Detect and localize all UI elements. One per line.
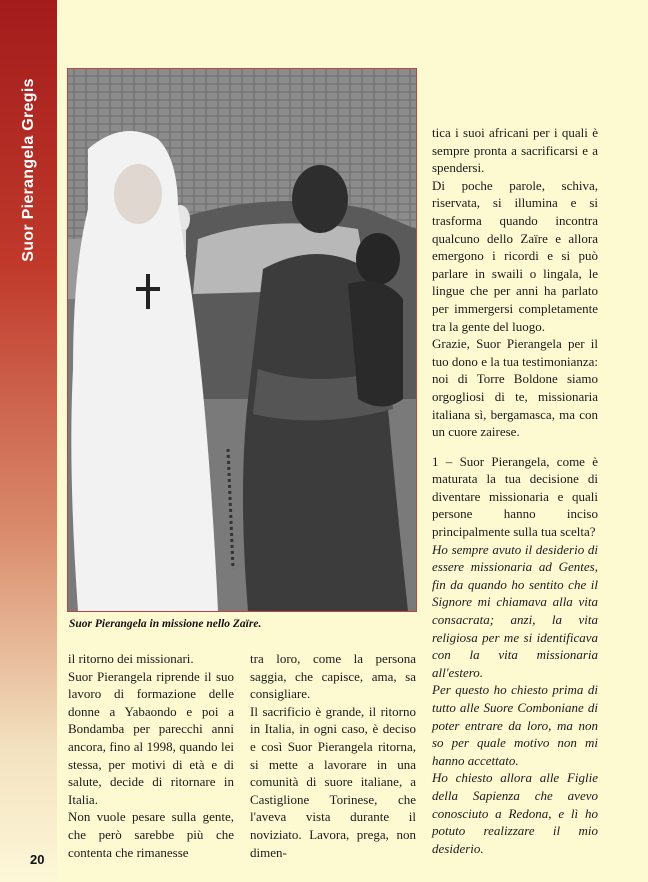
- interview-answer: Per questo ho chiesto prima di tutto alle Suore Comboniane di poter entrare da loro, ma non so per quale motivo non mi hanno accettato.: [432, 682, 598, 768]
- woman-head: [292, 165, 348, 233]
- side-bar: [0, 0, 57, 882]
- paragraph: Di poche parole, schiva, riservata, si illumina e si trasforma quando incontra qualcuno dello Zaïre e allora emergono i ricordi e si può parlare in swaili o lingala, le lingue che per anni ha parlato per immergersi completamente tra la gente del luogo.: [432, 177, 598, 334]
- paragraph: Non vuole pesare sulla gente, che però sarebbe più che contenta che rimanesse: [68, 809, 234, 860]
- page-number: 20: [30, 852, 45, 867]
- paragraph: Suor Pierangela riprende il suo lavoro di formazione delle donne a Yabaondo e poi a Bondamba per parecchi anni ancora, fino al 1998, quando lei stessa, per motivi di età e di salute, decide di ritornare in Italia.: [68, 668, 234, 807]
- paragraph: tra loro, come la persona saggia, che capisce, ama, sa consigliare.: [250, 651, 416, 702]
- text-column-middle: [250, 650, 416, 861]
- section-title-text: Suor Pierangela Gregis: [19, 78, 37, 262]
- nun-face: [114, 164, 162, 224]
- mission-photo: [67, 68, 417, 612]
- paragraph: tica i suoi africani per i quali è sempre pronta a sacrificarsi e a spendersi.: [432, 125, 598, 176]
- interview-answer: Ho chiesto allora alle Figlie della Sapienza che avevo conosciuto a Redona, e lì ho potuto realizzare il mio desiderio.: [432, 770, 598, 856]
- section-title: [0, 0, 57, 340]
- interview-answer: Ho sempre avuto il desiderio di essere missionaria ad Gentes, fin da quando ho sentito che il Signore mi chiamava alla vita consacrata; anzi, la vita religiosa per me si identificava con la vita missionaria all'estero.: [432, 541, 598, 680]
- paragraph: Il sacrificio è grande, il ritorno in Italia, in ogni caso, è deciso e così Suor Pierangela ritorna, si mette a lavorare in una comunità di suore italiane, a Castiglione Torinese, che l'aveva vista durante il noviziato. Lavora, prega, non dimen-: [250, 703, 416, 860]
- text-column-left: [68, 650, 234, 861]
- photo-caption: Suor Pierangela in missione nello Zaïre.: [69, 618, 262, 630]
- photo-illustration: [68, 69, 416, 611]
- paragraph: il ritorno dei missionari.: [68, 651, 194, 666]
- paragraph: Grazie, Suor Pierangela per il tuo dono e la tua testimonianza: noi di Torre Boldone siamo orgogliosi di te, missionaria italiana sì, bergamasca, ma con un cuore zairese.: [432, 336, 598, 440]
- interview-question: 1 – Suor Pierangela, come è maturata la tua decisione di diventare missionaria e quali persone hanno inciso principalmente sulla tua scelta?: [432, 453, 598, 540]
- text-column-right: [432, 124, 598, 857]
- child-head: [356, 233, 400, 285]
